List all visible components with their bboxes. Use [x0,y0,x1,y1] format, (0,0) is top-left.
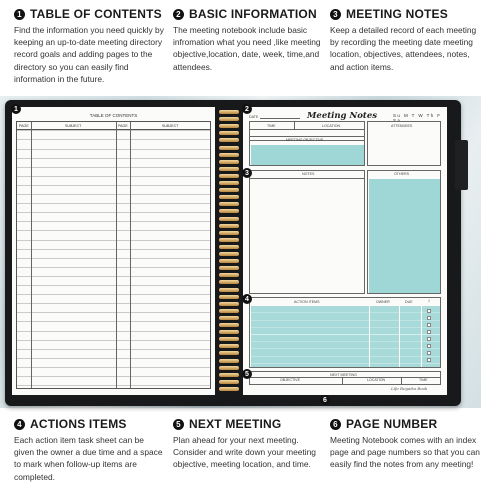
spiral-ring [219,330,239,334]
feature-basic-information [173,7,325,73]
objective-field [251,145,364,165]
objective-label: OBJECTIVE [280,378,300,382]
number-badge: 4 [14,419,25,430]
action-items-box [249,297,441,368]
divider [294,122,295,129]
number-badge: 3 [330,9,341,20]
spiral-ring [219,146,239,150]
elastic-strap [455,140,468,190]
spiral-ring [219,273,239,277]
feature-title: PAGE NUMBER [346,417,438,431]
marker-1: 1 [11,104,21,114]
table-of-contents-page [12,107,215,395]
check-label: √ [428,299,430,303]
checkbox [427,309,431,313]
spiral-ring [219,337,239,341]
weekday-selector: Su M T W Th F Sa [393,113,442,123]
number-badge: 5 [173,419,184,430]
spiral-ring [219,188,239,192]
feature-title: TABLE OF CONTENTS [30,7,162,21]
column-divider [421,306,422,367]
due-label: DUE [405,299,413,304]
feature-next-meeting [173,417,325,471]
spiral-ring [219,359,239,363]
spiral-ring [219,380,239,384]
column-divider [399,306,400,367]
column-divider [130,122,131,388]
spiral-ring [219,288,239,292]
feature-action-items [14,417,166,483]
spiral-ring [219,202,239,206]
others-field [369,179,440,293]
checkbox [427,330,431,334]
spiral-ring [219,373,239,377]
number-badge: 6 [330,419,341,430]
toc-table [16,121,211,389]
notes-box [249,170,365,294]
feature-description: The meeting notebook include basic infromation what you need ,like meeting objective,location, date, week, time,and attendees. [173,25,321,72]
brand-mark: Life Regatta Book [391,386,428,391]
spiral-ring [219,224,239,228]
feature-title: BASIC INFORMATION [189,7,317,21]
others-label: OTHERS [394,172,409,176]
feature-description: Meeting Notebook comes with an index page and page numbers so that you can easily find the notes from any meeting! [330,435,480,470]
toc-title: TABLE OF CONTENTS [89,113,138,118]
number-badge: 2 [173,9,184,20]
time-label: TIME [267,123,276,128]
checkbox [427,316,431,320]
spiral-ring [219,323,239,327]
spiral-ring [219,231,239,235]
meeting-notes-page [243,107,447,395]
spiral-ring [219,351,239,355]
spiral-ring [219,181,239,185]
column-divider [31,122,32,388]
toc-header-row [17,122,210,130]
spiral-ring [219,259,239,263]
spiral-ring [219,238,239,242]
toc-col-subject: SUBJECT [65,124,82,128]
spiral-ring [219,387,239,391]
spiral-ring [219,174,239,178]
feature-page-number [330,417,481,471]
spiral-ring [219,245,239,249]
meeting-objective-label: MEETING OBJECTIVE [286,138,324,142]
date-label: DATE [249,115,259,119]
column-divider [116,122,117,388]
spiral-ring [219,302,239,306]
checkbox [427,351,431,355]
spiral-binding [219,110,239,394]
feature-description: Each action item task sheet can be given the owner a due time and a space to mark when follow-up items are completed. [14,435,163,482]
owner-label: OWNER [376,299,390,304]
spiral-ring [219,167,239,171]
divider [342,377,343,385]
toc-col-page: PAGE [118,124,128,128]
column-divider [369,306,370,367]
marker-2: 2 [242,104,252,114]
divider [250,377,441,378]
next-location-label: LOCATION [367,378,386,382]
spiral-ring [219,295,239,299]
feature-meeting-notes [330,7,481,73]
checkbox [427,323,431,327]
marker-4: 4 [242,294,252,304]
divider [250,178,365,179]
spiral-ring [219,209,239,213]
attendees-label: ATTENDEES [391,124,413,128]
attendees-box [367,121,441,166]
action-items-lines [251,306,440,367]
spiral-ring [219,138,239,142]
spiral-ring [219,124,239,128]
next-time-label: TIME [419,378,428,382]
spiral-ring [219,309,239,313]
spiral-ring [219,195,239,199]
feature-description: Find the information you need quickly by keeping an up-to-date meeting directory record goals and adding pages to the directory so you can easily find information in the future. [14,25,164,84]
location-label: LOCATION [322,123,341,128]
spiral-ring [219,266,239,270]
date-line [260,118,300,119]
marker-3: 3 [242,168,252,178]
spiral-ring [219,280,239,284]
toc-col-page: PAGE [19,124,29,128]
number-badge: 1 [14,9,25,20]
spiral-ring [219,131,239,135]
next-meeting-label: NEXT MEETING [330,372,357,377]
feature-table-of-contents [14,7,166,85]
spiral-ring [219,316,239,320]
feature-title: NEXT MEETING [189,417,282,431]
divider [401,377,402,385]
spiral-ring [219,160,239,164]
notes-label: NOTES [302,172,315,176]
feature-description: Plan ahead for your next meeting. Consider and write down your meeting objective, meeting location, and time. [173,435,316,470]
spiral-ring [219,117,239,121]
spiral-ring [219,344,239,348]
divider [250,129,365,130]
feature-title: MEETING NOTES [346,7,448,21]
spiral-ring [219,153,239,157]
feature-description: Keep a detailed record of each meeting by recording the meeting date meeting location, objectives, attendees, notes, and action items. [330,25,477,72]
objective-box [249,136,365,166]
meeting-notes-title: Meeting Notes [307,111,378,121]
checkbox [427,344,431,348]
marker-6: 6 [320,395,330,405]
action-items-label: ACTION ITEMS [294,299,320,304]
spiral-ring [219,366,239,370]
spiral-ring [219,217,239,221]
marker-5: 5 [242,369,252,379]
toc-col-subject: SUBJECT [162,124,179,128]
feature-title: ACTIONS ITEMS [30,417,127,431]
checkbox [427,358,431,362]
next-meeting-box [249,371,441,385]
spiral-ring [219,252,239,256]
spiral-ring [219,110,239,114]
others-box [367,170,441,294]
checkbox [427,337,431,341]
